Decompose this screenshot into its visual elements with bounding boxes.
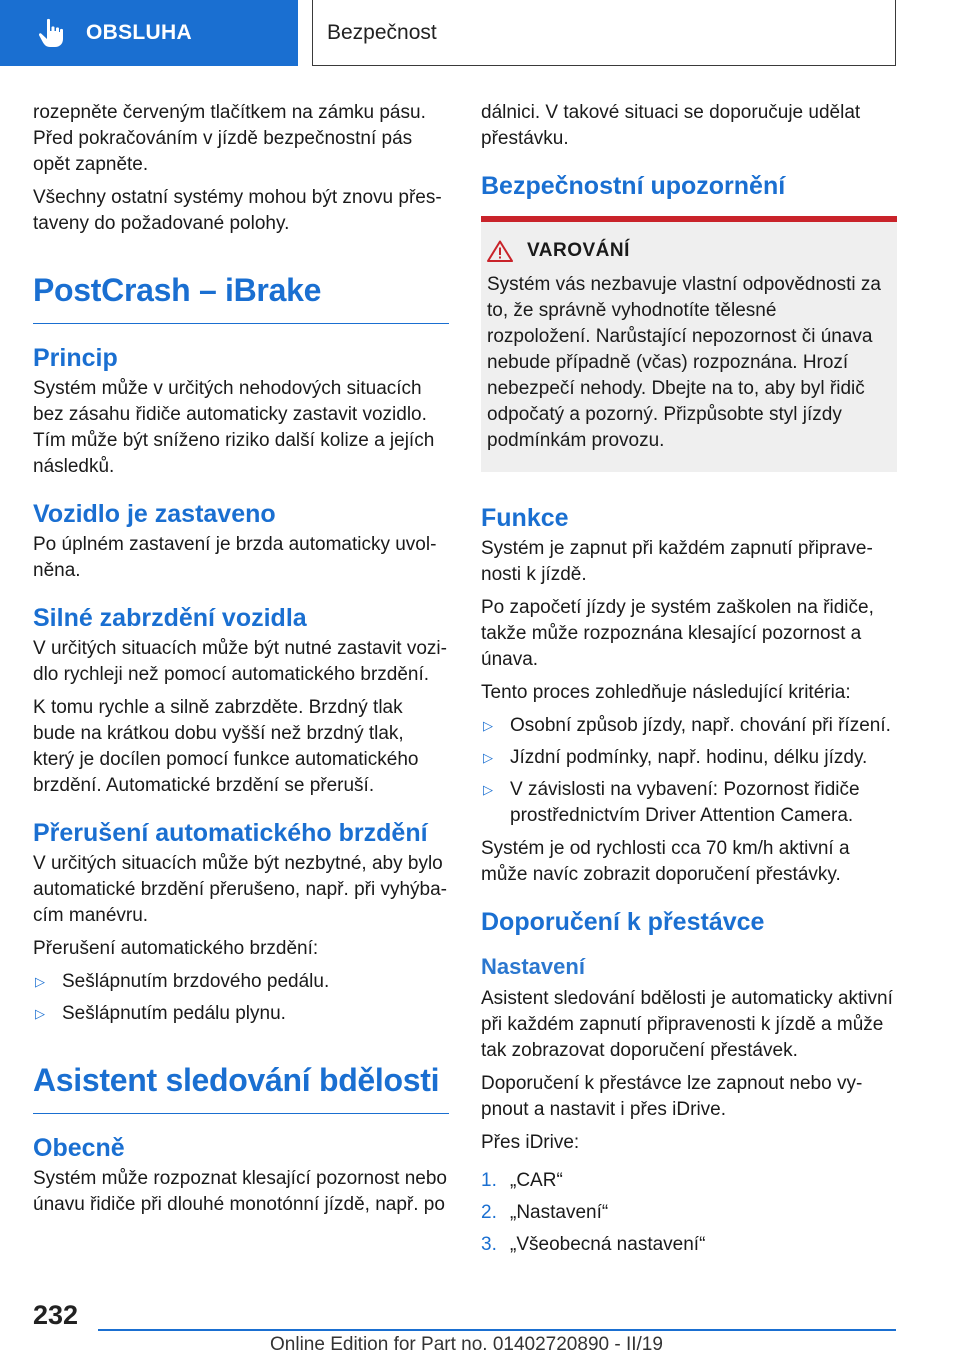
- header-tab-obsluha: [0, 0, 298, 66]
- header-tab-label: OBSLUHA: [86, 21, 192, 44]
- triangle-bullet-icon: ▷: [483, 718, 493, 733]
- paragraph: K tomu rychle a silně zabrzděte. Brzdný tlak bude na krátkou dobu vyšší než brzdný tlak, který je docílen pomocí funkce automatického brzdění. Automatické brzdění se přeruší.: [33, 697, 419, 796]
- list-item: ▷ Jízdní podmínky, např. hodinu, délku jízdy.: [481, 745, 897, 771]
- heading-doporuceni-prestavka: Doporučení k přestávce: [481, 908, 765, 936]
- heading-bezpecnostni-upozorneni: Bezpečnostní upozornění: [481, 172, 786, 200]
- paragraph: Systém může rozpoznat klesající pozornost nebo únavu řidiče při dlouhé monotónní jízdě, např. po: [33, 1168, 447, 1215]
- paragraph: Asistent sledování bdělosti je automaticky aktivní při každém zapnutí připravenosti k jízdě a může tak zobrazovat doporučení přestávek.: [481, 988, 893, 1061]
- list-item: 2. „Nastavení“: [481, 1202, 609, 1223]
- heading-silne-zabrzdeni: Silné zabrzdění vozidla: [33, 604, 307, 632]
- heading-vozidlo-zastaveno: Vozidlo je zastaveno: [33, 500, 276, 528]
- footer-edition: Online Edition for Part no. 01402720890 - II/19: [270, 1334, 663, 1355]
- paragraph: Všechny ostatní systémy mohou být znovu přestaveny do požadované polohy.: [33, 187, 442, 234]
- section-title: Bezpečnost: [327, 20, 437, 44]
- triangle-bullet-icon: ▷: [483, 750, 493, 765]
- paragraph: Systém je zapnut při každém zapnutí připravenosti k jízdě.: [481, 538, 873, 585]
- header-section: [312, 0, 896, 66]
- warning-box: [481, 216, 897, 472]
- list-item: 1. „CAR“: [481, 1170, 563, 1191]
- paragraph: V určitých situacích může být nezbytné, aby bylo automatické brzdění přerušeno, např. při vyhýbacím manévru.: [33, 853, 447, 926]
- list-item: ▷ Osobní způsob jízdy, např. chování při řízení.: [481, 713, 897, 739]
- right-column: [481, 100, 897, 1264]
- paragraph: Systém může v určitých nehodových situacích bez zásahu řidiče automaticky zastavit vozidlo. Tím může být sníženo riziko další kolize a jejích následků.: [33, 378, 435, 477]
- paragraph: Tento proces zohledňuje následující kritéria:: [481, 682, 851, 703]
- paragraph: V určitých situacích může být nutné zastavit vozidlo rychleji než pomocí automatického brzdění.: [33, 638, 447, 685]
- left-column: [33, 100, 449, 1225]
- bullet-list: [33, 969, 449, 1027]
- list-item: ▷ V závislosti na vybavení: Pozornost řidiče prostřednictvím Driver Attention Camera.: [483, 779, 860, 826]
- paragraph: dálnici. V takové situaci se doporučuje udělat přestávku.: [481, 102, 861, 149]
- triangle-bullet-icon: ▷: [35, 1006, 45, 1021]
- paragraph: Přerušení automatického brzdění:: [33, 938, 319, 959]
- heading-obecne: Obecně: [33, 1134, 125, 1162]
- triangle-bullet-icon: ▷: [35, 974, 45, 989]
- list-item: 3. „Všeobecná nastavení“: [481, 1234, 706, 1255]
- page-number: 232: [33, 1300, 79, 1330]
- triangle-bullet-icon: ▷: [483, 782, 493, 797]
- list-item: ▷ Sešlápnutím pedálu plynu.: [33, 1001, 449, 1027]
- footer-divider: [98, 1329, 896, 1331]
- heading-preruseni-brzdeni: Přerušení automatického brzdění: [33, 819, 428, 847]
- warning-label: VAROVÁNÍ: [527, 240, 630, 261]
- paragraph: Systém je od rychlosti cca 70 km/h aktivní a může navíc zobrazit doporučení přestávky.: [481, 838, 850, 885]
- heading-funkce: Funkce: [481, 504, 569, 532]
- heading-asistent-bdelosti: Asistent sledování bdělosti: [33, 1061, 449, 1114]
- bullet-list: [481, 713, 897, 829]
- heading-postcrash: PostCrash – iBrake: [33, 271, 449, 324]
- paragraph: rozepněte červeným tlačítkem na zámku pásu. Před pokračováním v jízdě bezpečnostní pás opět zapněte.: [33, 102, 426, 175]
- heading-nastaveni: Nastavení: [481, 954, 585, 979]
- list-item: ▷ Sešlápnutím brzdového pedálu.: [33, 969, 449, 995]
- paragraph: Po započetí jízdy je systém zaškolen na řidiče, takže může rozpoznána klesající pozornost a únava.: [481, 597, 874, 670]
- heading-princip: Princip: [33, 344, 118, 372]
- paragraph: Přes iDrive:: [481, 1132, 580, 1153]
- warning-triangle-icon: [487, 240, 513, 262]
- hand-pointer-icon: [38, 18, 64, 48]
- paragraph: Po úplném zastavení je brzda automaticky uvolněna.: [33, 534, 437, 581]
- warning-title: [487, 240, 885, 262]
- numbered-list: [481, 1168, 897, 1258]
- paragraph: Doporučení k přestávce lze zapnout nebo vypnout a nastavit i přes iDrive.: [481, 1073, 863, 1120]
- warning-text: Systém vás nezbavuje vlastní odpovědnosti za to, že správně vyhodnotíte tělesné rozpoložení. Narůstající nepozornost či únava nebude případně (včas) rozpoznána. Hrozí nebezpečí nehody. Dbejte na to, aby byl řidič odpočatý a pozorný. Přizpůsobte styl jízdy podmínkám provozu.: [487, 274, 881, 451]
